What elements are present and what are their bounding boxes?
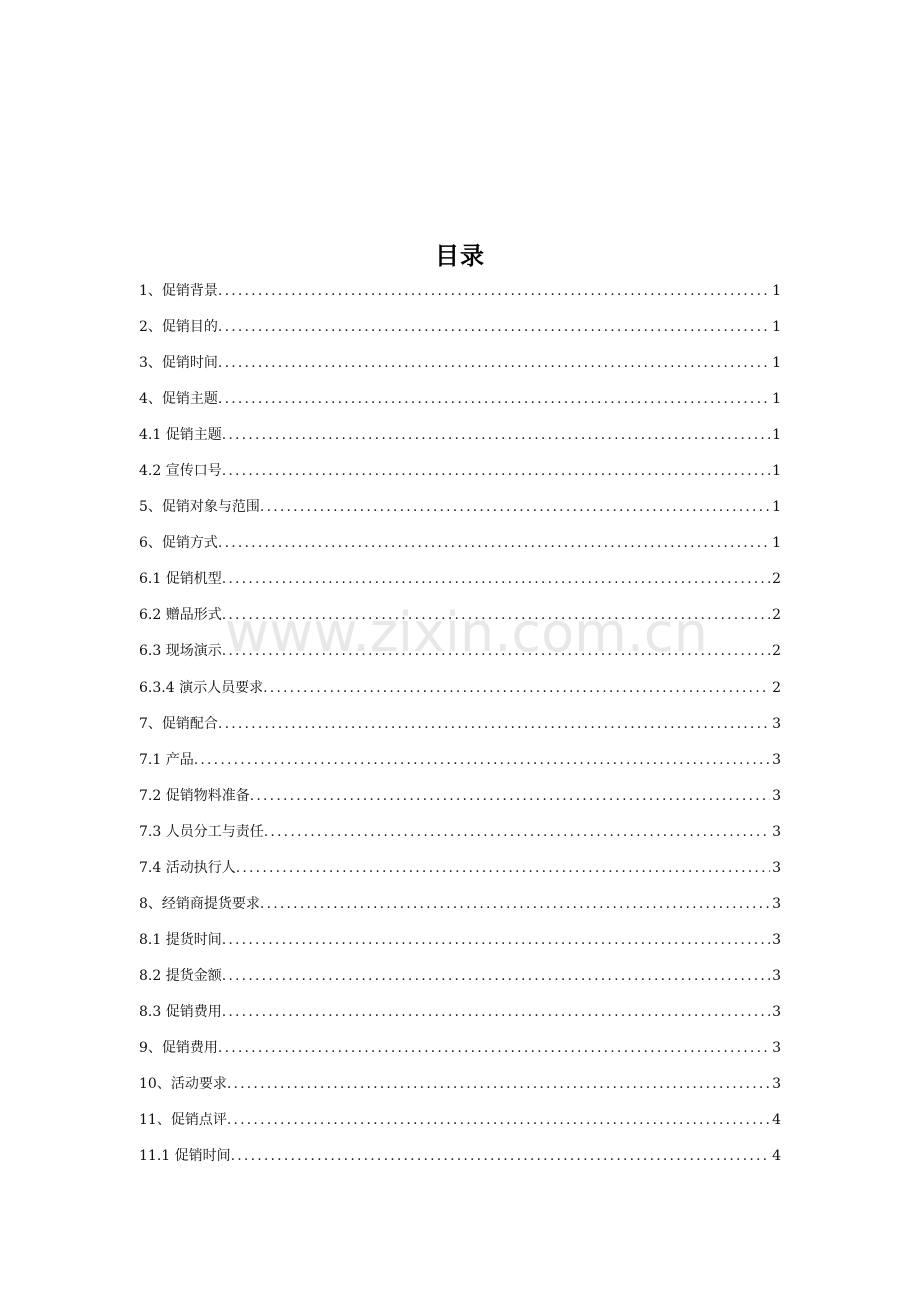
toc-entry-page: 2 [772,571,781,588]
toc-dot-leader [227,1107,770,1133]
toc-entry-label: 8.2 提货金额 [139,967,222,984]
toc-entry-label: 4.1 促销主题 [139,427,222,444]
toc-entry[interactable] [139,855,781,891]
toc-entry-page: 3 [772,1003,781,1020]
toc-dot-leader [227,1071,770,1097]
toc-entry[interactable] [139,891,781,927]
toc-entry-page: 3 [772,1076,781,1093]
toc-entry-page: 1 [772,499,781,516]
toc-entry-page: 4 [772,1112,781,1129]
toc-entry[interactable] [139,602,781,638]
toc-entry[interactable] [139,350,781,386]
toc-dot-leader [222,602,770,628]
toc-entry-label: 8.3 促销费用 [139,1003,222,1020]
toc-entry-label: 7.4 活动执行人 [139,859,236,876]
toc-dot-leader [218,1035,770,1061]
toc-entry-page: 3 [772,967,781,984]
toc-entry-label: 2、促销目的 [139,319,218,336]
toc-entry[interactable] [139,458,781,494]
toc-entry-label: 6.2 赠品形式 [139,607,222,624]
toc-title: 目录 [435,242,485,270]
toc-entry-page: 3 [772,931,781,948]
toc-entry-page: 1 [772,535,781,552]
toc-dot-leader [222,927,770,953]
toc-entry-page: 3 [772,823,781,840]
toc-dot-leader [250,783,770,809]
toc-entry-page: 1 [772,463,781,480]
toc-list [139,278,781,1179]
toc-entry-label: 6、促销方式 [139,535,218,552]
toc-dot-leader [260,494,770,520]
toc-entry-page: 3 [772,895,781,912]
toc-entry[interactable] [139,1107,781,1143]
toc-entry-label: 6.3.4 演示人员要求 [139,679,264,696]
toc-dot-leader [231,1143,770,1169]
toc-entry-label: 4.2 宣传口号 [139,463,222,480]
toc-entry-page: 2 [772,643,781,660]
toc-entry[interactable] [139,927,781,963]
toc-dot-leader [222,638,770,664]
toc-dot-leader [218,278,770,304]
toc-entry-label: 10、活动要求 [139,1076,227,1093]
toc-entry-label: 7.3 人员分工与责任 [139,823,264,840]
toc-dot-leader [260,891,770,917]
toc-entry[interactable] [139,386,781,422]
toc-entry-page: 3 [772,787,781,804]
toc-entry-page: 2 [772,607,781,624]
toc-entry-page: 3 [772,715,781,732]
toc-entry[interactable] [139,530,781,566]
toc-entry[interactable] [139,999,781,1035]
toc-dot-leader [218,711,770,737]
toc-entry-label: 7、促销配合 [139,715,218,732]
toc-entry-label: 5、促销对象与范围 [139,499,260,516]
toc-entry-page: 1 [772,427,781,444]
toc-dot-leader [218,314,770,340]
toc-entry[interactable] [139,819,781,855]
toc-entry-label: 11、促销点评 [139,1112,227,1129]
toc-dot-leader [222,566,770,592]
toc-entry[interactable] [139,494,781,530]
toc-entry[interactable] [139,422,781,458]
toc-dot-leader [194,747,770,773]
toc-entry-page: 1 [772,283,781,299]
toc-dot-leader [222,458,770,484]
toc-entry-label: 11.1 促销时间 [139,1148,231,1165]
toc-dot-leader [222,422,770,448]
toc-dot-leader [222,999,770,1025]
toc-dot-leader [218,350,770,376]
toc-entry-label: 6.3 现场演示 [139,643,222,660]
toc-dot-leader [263,675,770,701]
toc-entry[interactable] [139,638,781,674]
toc-entry[interactable] [139,747,781,783]
toc-dot-leader [218,530,770,556]
toc-entry[interactable] [139,675,781,711]
toc-entry[interactable] [139,711,781,747]
watermark: www.zixin.com.cn [225,601,708,664]
toc-entry[interactable] [139,963,781,999]
toc-dot-leader [264,819,770,845]
toc-entry-page: 2 [772,679,781,696]
toc-entry-label: 1、促销背景 [139,283,218,299]
toc-dot-leader [218,386,770,412]
toc-entry-label: 9、促销费用 [139,1039,218,1056]
toc-entry-label: 3、促销时间 [139,355,218,372]
toc-entry[interactable] [139,278,781,314]
toc-entry[interactable] [139,314,781,350]
toc-entry[interactable] [139,1035,781,1071]
toc-entry[interactable] [139,1143,781,1179]
toc-entry-page: 1 [772,319,781,336]
toc-entry-label: 8.1 提货时间 [139,931,222,948]
toc-entry-page: 3 [772,1039,781,1056]
toc-entry-page: 3 [772,751,781,768]
toc-entry-label: 4、促销主题 [139,391,218,408]
toc-entry-page: 1 [772,355,781,372]
toc-entry[interactable] [139,566,781,602]
toc-entry-page: 3 [772,859,781,876]
toc-entry-label: 8、经销商提货要求 [139,895,260,912]
toc-dot-leader [236,855,770,881]
toc-entry-label: 6.1 促销机型 [139,571,222,588]
toc-entry-label: 7.2 促销物料准备 [139,787,250,804]
toc-entry[interactable] [139,783,781,819]
toc-entry-label: 7.1 产品 [139,751,194,768]
toc-entry[interactable] [139,1071,781,1107]
toc-entry-page: 4 [772,1148,781,1165]
toc-entry-page: 1 [772,391,781,408]
toc-dot-leader [222,963,770,989]
